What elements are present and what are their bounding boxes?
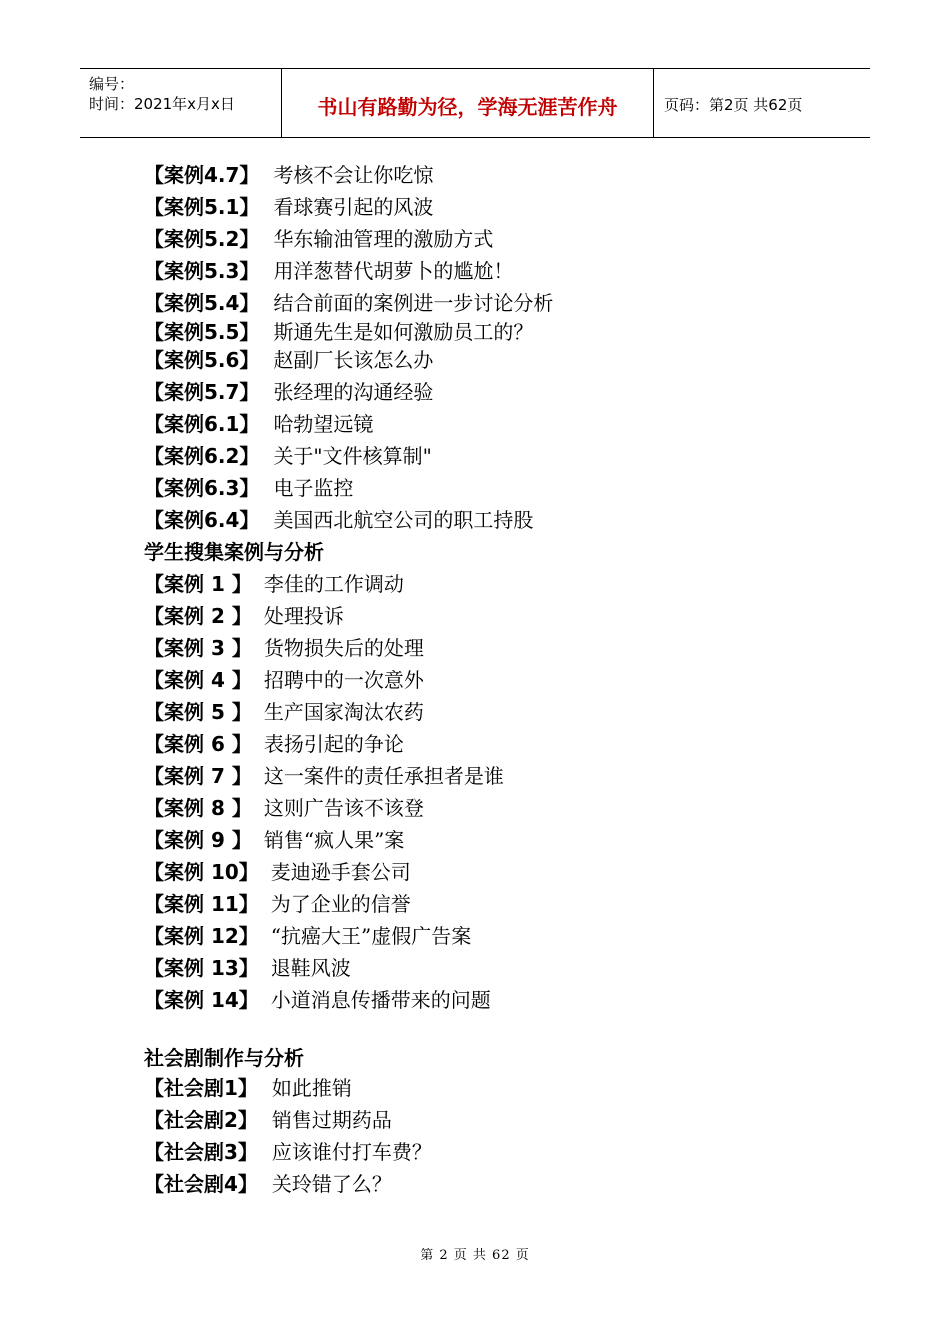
case-title: 赵副厂长该怎么办 (273, 348, 434, 372)
list-item (144, 474, 353, 502)
list-item (144, 826, 404, 854)
case-tag: 【案例 1 】 (144, 572, 252, 596)
case-tag: 【案例4.7】 (144, 163, 260, 187)
drama-title: 应该谁付打车费？ (271, 1140, 432, 1164)
case-title: 用洋葱替代胡萝卜的尴尬！ (273, 259, 514, 283)
case-tag: 【案例 3 】 (144, 636, 252, 660)
case-tag: 【案例 9 】 (144, 828, 252, 852)
list-item (144, 378, 433, 406)
list-item (144, 318, 533, 346)
case-title: 表扬引起的争论 (263, 732, 404, 756)
case-tag: 【案例5.3】 (144, 259, 260, 283)
list-item (144, 1170, 392, 1198)
drama-tag: 【社会剧3】 (144, 1140, 258, 1164)
case-tag: 【案例 10】 (144, 860, 259, 884)
case-tag: 【案例 6 】 (144, 732, 252, 756)
list-item (144, 986, 491, 1014)
header-right-cell (655, 69, 870, 137)
case-tag: 【案例5.2】 (144, 227, 260, 251)
drama-tag: 【社会剧2】 (144, 1108, 258, 1132)
list-item (144, 506, 533, 534)
case-title: 这一案件的责任承担者是谁 (263, 764, 504, 788)
case-tag: 【案例6.4】 (144, 508, 260, 532)
header-left-cell (80, 69, 282, 137)
list-item (144, 442, 432, 470)
list-item (144, 225, 493, 253)
case-title: 为了企业的信誉 (270, 892, 411, 916)
case-tag: 【案例 7 】 (144, 764, 252, 788)
case-title: 货物损失后的处理 (263, 636, 424, 660)
case-title: 销售“疯人果”案 (263, 828, 405, 852)
case-title: 华东输油管理的激励方式 (273, 227, 494, 251)
case-title: 张经理的沟通经验 (273, 380, 434, 404)
header-motto: 书山有路勤为径，学海无涯苦作舟 (317, 95, 618, 119)
list-item (144, 858, 411, 886)
list-item (144, 954, 351, 982)
case-title: “抗癌大王”虚假广告案 (270, 924, 472, 948)
list-item (144, 193, 433, 221)
drama-title: 如此推销 (271, 1076, 352, 1100)
case-tag: 【案例 13】 (144, 956, 259, 980)
list-item (144, 257, 513, 285)
section-heading-drama: 社会剧制作与分析 (144, 1046, 304, 1070)
list-item (144, 762, 504, 790)
case-title: 结合前面的案例进一步讨论分析 (273, 291, 554, 315)
case-title: 小道消息传播带来的问题 (270, 988, 491, 1012)
list-item (144, 289, 553, 317)
case-tag: 【案例 11】 (144, 892, 259, 916)
case-tag: 【案例5.6】 (144, 348, 260, 372)
case-title: 生产国家淘汰农药 (263, 700, 424, 724)
case-title: 麦迪逊手套公司 (270, 860, 411, 884)
case-tag: 【案例5.4】 (144, 291, 260, 315)
page-header (80, 68, 870, 138)
case-tag: 【案例6.2】 (144, 444, 260, 468)
number-label: 编号： (89, 75, 135, 93)
case-tag: 【案例 14】 (144, 988, 259, 1012)
drama-tag: 【社会剧4】 (144, 1172, 258, 1196)
page-footer: 第 2 页 共 62 页 (420, 1248, 530, 1263)
list-item (144, 1138, 432, 1166)
list-item (144, 570, 404, 598)
list-item (144, 161, 433, 189)
case-title: 斯通先生是如何激励员工的？ (273, 320, 534, 344)
case-tag: 【案例 2 】 (144, 604, 252, 628)
section-heading-students: 学生搜集案例与分析 (144, 540, 324, 564)
list-item (144, 890, 411, 918)
case-tag: 【案例6.3】 (144, 476, 260, 500)
time-label: 时间：2021年x月x日 (89, 95, 235, 113)
drama-title: 关玲错了么？ (271, 1172, 392, 1196)
list-item (144, 698, 424, 726)
case-title: 李佳的工作调动 (263, 572, 404, 596)
list-item (144, 602, 344, 630)
case-title: 考核不会让你吃惊 (273, 163, 434, 187)
case-tag: 【案例5.5】 (144, 320, 260, 344)
case-tag: 【案例 8 】 (144, 796, 252, 820)
list-item (144, 730, 404, 758)
case-title: 关于"文件核算制" (273, 444, 432, 468)
case-title: 看球赛引起的风波 (273, 195, 434, 219)
list-item (144, 1106, 392, 1134)
case-title: 电子监控 (273, 476, 354, 500)
list-item (144, 346, 433, 374)
page-info: 页码：第2页 共62页 (664, 96, 803, 114)
list-item (144, 410, 373, 438)
case-title: 退鞋风波 (270, 956, 351, 980)
list-item (144, 666, 424, 694)
case-tag: 【案例 12】 (144, 924, 259, 948)
case-tag: 【案例6.1】 (144, 412, 260, 436)
case-title: 美国西北航空公司的职工持股 (273, 508, 534, 532)
case-title: 处理投诉 (263, 604, 344, 628)
case-title: 招聘中的一次意外 (263, 668, 424, 692)
list-item (144, 794, 424, 822)
case-title: 这则广告该不该登 (263, 796, 424, 820)
drama-tag: 【社会剧1】 (144, 1076, 258, 1100)
case-tag: 【案例5.7】 (144, 380, 260, 404)
case-tag: 【案例5.1】 (144, 195, 260, 219)
list-item (144, 922, 471, 950)
case-title: 哈勃望远镜 (273, 412, 374, 436)
case-tag: 【案例 4 】 (144, 668, 252, 692)
case-tag: 【案例 5 】 (144, 700, 252, 724)
drama-title: 销售过期药品 (271, 1108, 392, 1132)
list-item (144, 634, 424, 662)
list-item (144, 1074, 352, 1102)
header-center-cell (282, 69, 654, 137)
